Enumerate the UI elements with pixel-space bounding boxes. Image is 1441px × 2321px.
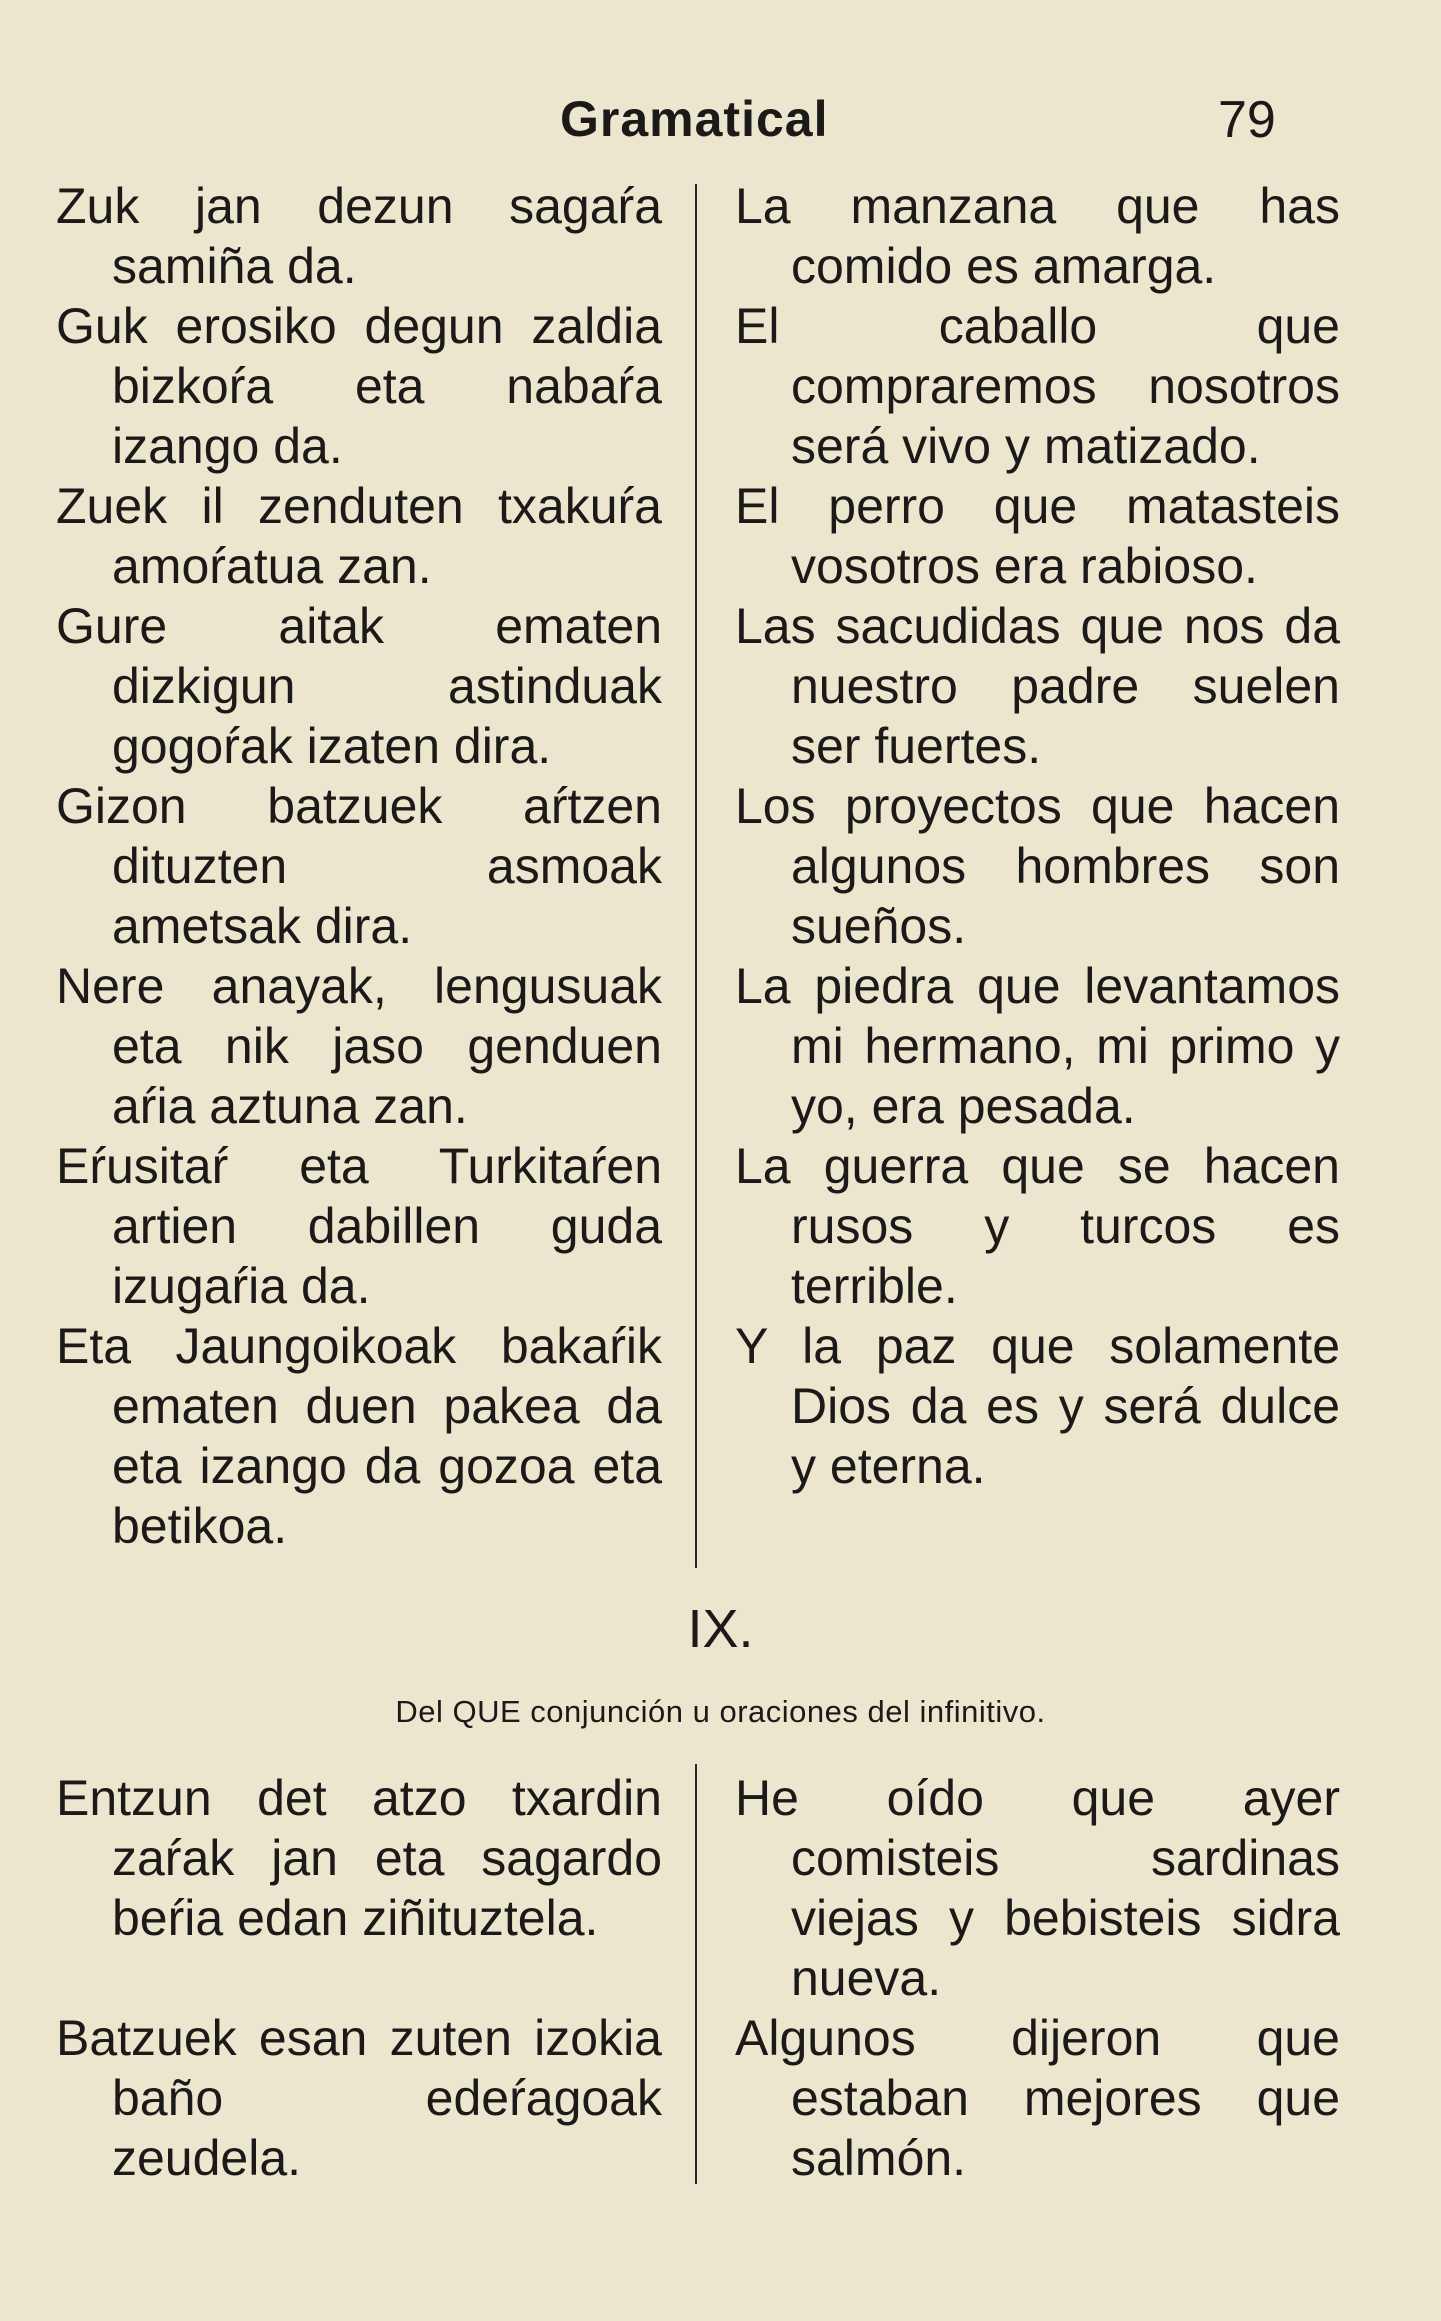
spanish-sentence: He oído que ayer comisteis sardinas viejas y bebisteis sidra nueva. — [735, 1770, 1340, 2006]
basque-sentence: Eta Jaungoikoak bakaŕik ematen duen pakea da eta izango da gozoa eta betikoa. — [56, 1318, 662, 1554]
running-title: Gramatical — [560, 91, 829, 147]
spanish-sentence: Los proyectos que hacen algunos hombres son sueños. — [735, 778, 1340, 954]
basque-column — [56, 176, 662, 1556]
column-divider — [695, 1764, 697, 2184]
spanish-sentence: Algunos dijeron que estaban mejores que salmón. — [735, 2010, 1340, 2186]
spanish-sentence: La piedra que levantamos mi hermano, mi primo y yo, era pesada. — [735, 958, 1340, 1134]
basque-sentence: Guk erosiko degun zaldia bizkoŕa eta nabaŕa izango da. — [56, 298, 662, 474]
spanish-column — [735, 1768, 1340, 2188]
spanish-sentence: El caballo que compraremos nosotros será vivo y matizado. — [735, 298, 1340, 474]
basque-column — [56, 1768, 662, 2188]
column-divider — [695, 184, 697, 1568]
basque-sentence: Gure aitak ematen dizkigun astinduak gogoŕak izaten dira. — [56, 598, 662, 774]
spanish-column — [735, 176, 1340, 1496]
basque-sentence: Entzun det atzo txardin zaŕak jan eta sagardo beŕia edan ziñituztela. — [56, 1770, 662, 1946]
page-header — [0, 90, 1441, 160]
spanish-sentence: La manzana que has comido es amarga. — [735, 178, 1340, 294]
section-subtitle: Del QUE conjunción u oraciones del infinitivo. — [395, 1694, 1046, 1729]
basque-sentence: Zuk jan dezun sagaŕa samiña da. — [56, 178, 662, 294]
basque-sentence: Zuek il zenduten txakuŕa amoŕatua zan. — [56, 478, 662, 594]
spanish-sentence: La guerra que se hacen rusos y turcos es terrible. — [735, 1138, 1340, 1314]
basque-sentence: Nere anayak, lengusuak eta nik jaso genduen aŕia aztuna zan. — [56, 958, 662, 1134]
section-number: IX. — [687, 1599, 754, 1659]
spanish-sentence: El perro que matasteis vosotros era rabioso. — [735, 478, 1340, 594]
basque-sentence: Eŕusitaŕ eta Turkitaŕen artien dabillen guda izugaŕia da. — [56, 1138, 662, 1314]
spanish-sentence: Las sacudidas que nos da nuestro padre suelen ser fuertes. — [735, 598, 1340, 774]
page-number: 79 — [1218, 91, 1276, 149]
spanish-sentence: Y la paz que solamente Dios da es y será dulce y eterna. — [735, 1318, 1340, 1494]
basque-sentence: Batzuek esan zuten izokia baño edeŕagoak zeudela. — [56, 2010, 662, 2186]
basque-sentence: Gizon batzuek aŕtzen dituzten asmoak ametsak dira. — [56, 778, 662, 954]
